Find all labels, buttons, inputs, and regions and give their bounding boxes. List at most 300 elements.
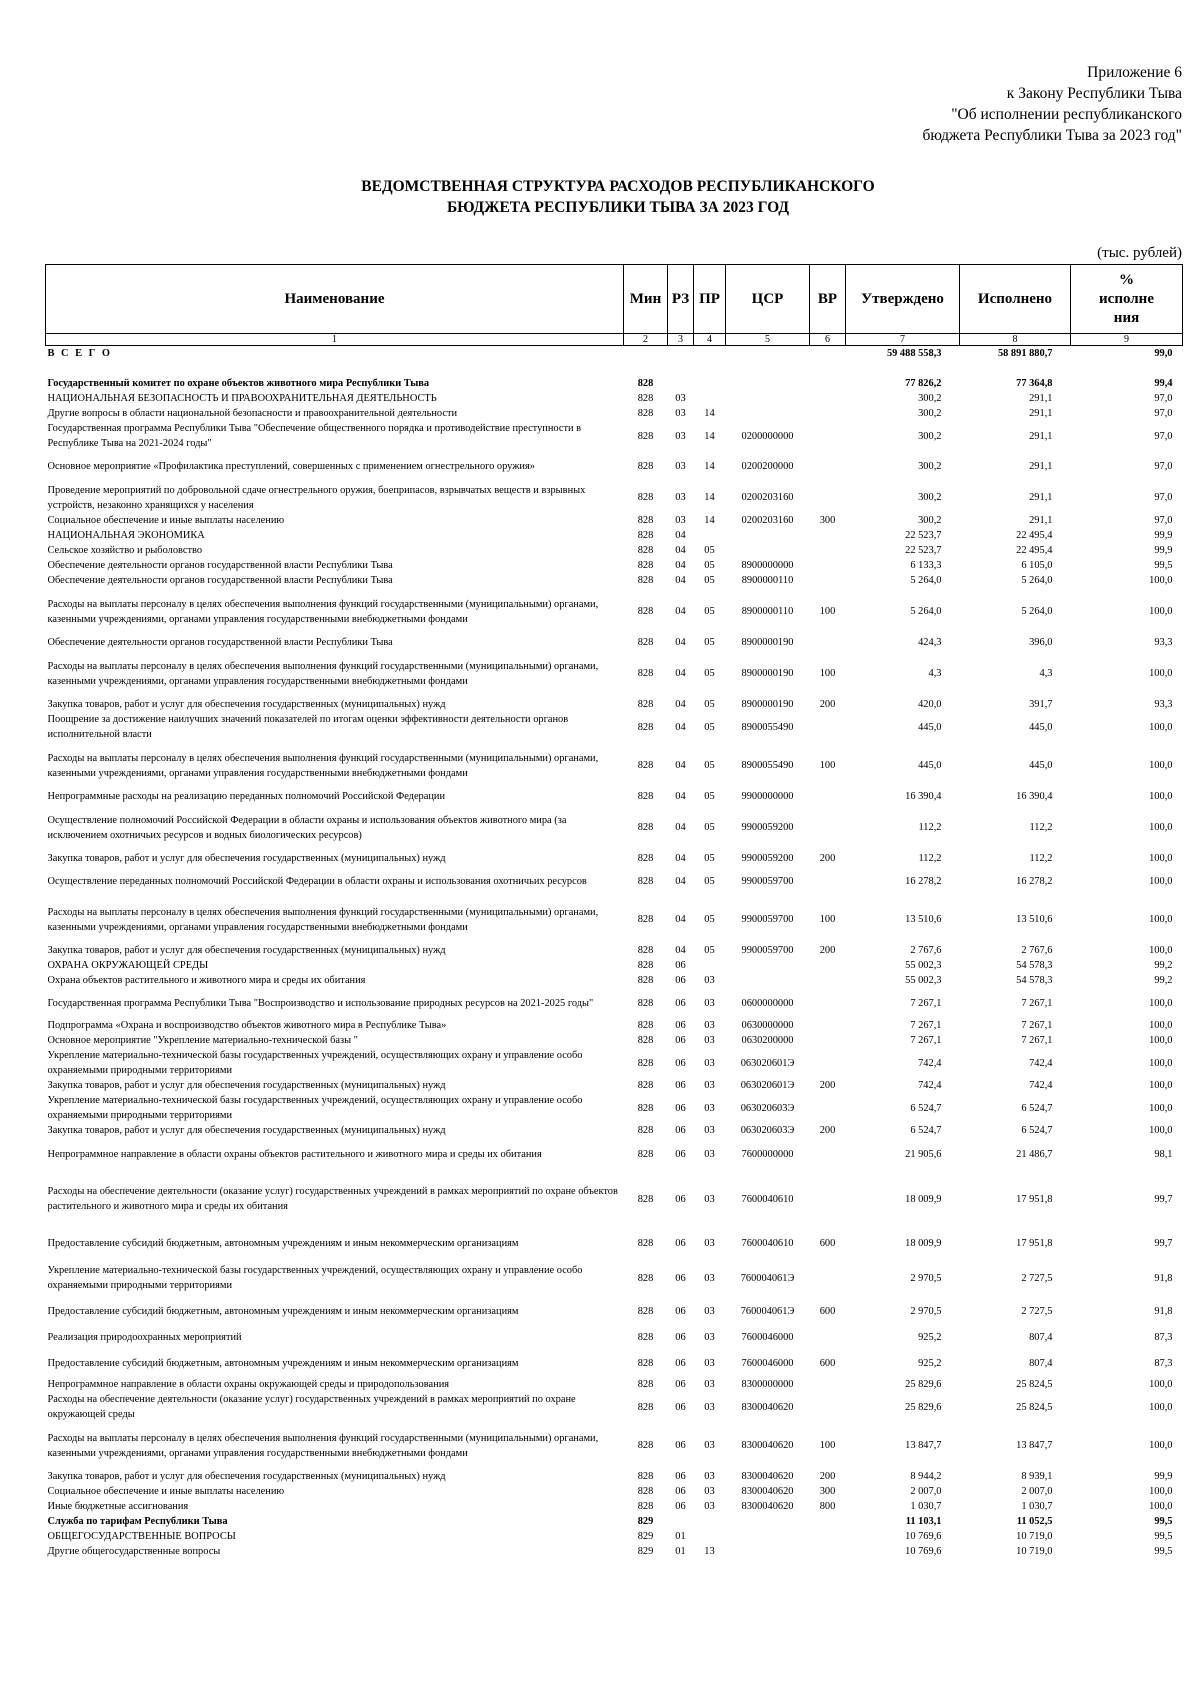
cell-name: Поощрение за достижение наилучших значений показателей по итогам оценки эффективности деятельности органов исполнительной власти bbox=[47, 714, 569, 740]
cell-min: 828 bbox=[637, 637, 654, 648]
cell-min: 828 bbox=[637, 1501, 654, 1512]
cell-percent: 100,0 bbox=[1149, 606, 1173, 617]
cell-approved: 11 103,1 bbox=[905, 1516, 942, 1527]
cell-pr: 03 bbox=[704, 1357, 715, 1369]
cell-approved: 300,2 bbox=[918, 430, 942, 442]
cell-executed: 21 486,7 bbox=[1016, 1148, 1053, 1160]
cell-vr: 100 bbox=[819, 1440, 836, 1451]
cell-rz: 06 bbox=[675, 1272, 686, 1284]
cell-vr bbox=[810, 1514, 846, 1529]
cell-percent: 97,0 bbox=[1154, 492, 1173, 503]
cell-min: 828 bbox=[637, 492, 654, 503]
cell-name: Предоставление субсидий бюджетным, автономным учреждениям и иным некоммерческим организациям bbox=[47, 1237, 519, 1249]
cell-name: Охрана объектов растительного и животного мира и среды их обитания bbox=[47, 975, 366, 986]
cell-pr: 03 bbox=[704, 1331, 715, 1343]
cell-executed: 16 278,2 bbox=[1016, 875, 1053, 887]
cell-csr: 7600046000 bbox=[741, 1331, 794, 1343]
cell-executed: 22 495,4 bbox=[1016, 545, 1053, 556]
expenditure-table bbox=[45, 264, 1183, 1559]
cell-percent: 99,4 bbox=[1154, 377, 1173, 389]
cell-pr: 03 bbox=[704, 1020, 715, 1031]
table-row bbox=[46, 1170, 1183, 1228]
cell-min: 829 bbox=[637, 1516, 654, 1527]
cell-min: 828 bbox=[637, 1401, 654, 1413]
cell-rz: 06 bbox=[675, 1057, 686, 1069]
cell-csr: 063020603Э bbox=[740, 1125, 795, 1136]
cell-pr: 03 bbox=[704, 1057, 715, 1069]
table-row bbox=[46, 1078, 1183, 1093]
cell-percent: 99,5 bbox=[1154, 1531, 1173, 1542]
cell-name: Подпрограмма «Охрана и воспроизводство объектов животного мира в Республике Тыва» bbox=[47, 1020, 447, 1031]
cell-min: 828 bbox=[637, 377, 654, 389]
cell-rz: 06 bbox=[675, 1102, 686, 1114]
cell-min: 828 bbox=[637, 560, 654, 571]
cell-pr: 03 bbox=[704, 1237, 715, 1249]
cell-percent: 100,0 bbox=[1149, 945, 1173, 956]
table-row bbox=[46, 361, 1183, 375]
cell-pr: 03 bbox=[704, 1272, 715, 1284]
cell-csr: 0200000000 bbox=[741, 430, 794, 442]
cell-vr bbox=[810, 1018, 846, 1033]
annex-line-3: "Об исполнении республиканского bbox=[951, 106, 1182, 123]
annex-line-4: бюджета Республики Тыва за 2023 год" bbox=[922, 127, 1182, 144]
cell-approved: 18 009,9 bbox=[905, 1193, 942, 1205]
cell-pr: 03 bbox=[704, 1125, 715, 1136]
cell-vr: 100 bbox=[819, 606, 836, 617]
table-row bbox=[46, 1499, 1183, 1514]
cell-executed: 16 390,4 bbox=[1016, 791, 1053, 802]
cell-rz: 04 bbox=[675, 822, 686, 833]
cell-pr: 05 bbox=[704, 914, 715, 925]
column-index: 7 bbox=[846, 334, 960, 346]
cell-name: Закупка товаров, работ и услуг для обеспечения государственных (муниципальных) нужд bbox=[47, 945, 446, 956]
cell-vr bbox=[810, 1138, 846, 1170]
cell-pr: 03 bbox=[704, 1080, 715, 1091]
cell-rz: 04 bbox=[675, 575, 686, 586]
cell-csr bbox=[726, 375, 810, 391]
annex-header bbox=[922, 62, 1182, 146]
header-approved: Утверждено bbox=[846, 265, 960, 334]
cell-rz: 03 bbox=[675, 492, 686, 503]
cell-vr bbox=[810, 573, 846, 588]
cell-percent: 99,5 bbox=[1154, 1516, 1173, 1527]
cell-name: Иные бюджетные ассигнования bbox=[47, 1501, 189, 1512]
cell-percent: 100,0 bbox=[1149, 1378, 1173, 1390]
cell-name: Расходы на выплаты персоналу в целях обеспечения выполнения функций государственными (муниципальными) органами, казенными учреждениями, органами управления государственными внебюджетными фондами bbox=[47, 660, 599, 687]
cell-executed: 13 510,6 bbox=[1016, 914, 1053, 925]
cell-csr: 760004061Э bbox=[740, 1305, 795, 1317]
cell-name: Укрепление материально-технической базы государственных учреждений, осуществляющих охрану и управление особо охраняемыми природными территориями bbox=[47, 1050, 583, 1076]
cell-approved: 2 970,5 bbox=[910, 1272, 942, 1284]
cell-approved: 300,2 bbox=[918, 515, 942, 526]
cell-vr: 300 bbox=[819, 1486, 836, 1497]
cell-approved: 742,4 bbox=[918, 1080, 942, 1091]
cell-percent: 100,0 bbox=[1149, 1080, 1173, 1091]
cell-executed: 291,1 bbox=[1029, 393, 1053, 404]
cell-executed bbox=[960, 361, 1071, 375]
cell-pr: 03 bbox=[704, 1486, 715, 1497]
cell-percent: 97,0 bbox=[1154, 515, 1173, 526]
cell-percent: 100,0 bbox=[1149, 853, 1173, 864]
cell-executed: 742,4 bbox=[1029, 1080, 1053, 1091]
cell-csr: 9900059700 bbox=[741, 875, 794, 887]
cell-executed: 58 891 880,7 bbox=[997, 348, 1053, 359]
column-index: 8 bbox=[960, 334, 1071, 346]
cell-rz: 06 bbox=[675, 1440, 686, 1451]
cell-rz bbox=[668, 346, 694, 362]
table-row bbox=[46, 528, 1183, 543]
cell-pr: 03 bbox=[704, 1378, 715, 1390]
cell-min: 828 bbox=[637, 1331, 654, 1343]
cell-approved: 6 524,7 bbox=[910, 1102, 942, 1114]
cell-rz: 06 bbox=[675, 1305, 686, 1317]
header-percent bbox=[1071, 265, 1183, 334]
cell-csr bbox=[726, 406, 810, 421]
cell-min: 828 bbox=[637, 914, 654, 925]
cell-csr bbox=[726, 528, 810, 543]
cell-min: 828 bbox=[637, 960, 654, 971]
column-index: 5 bbox=[726, 334, 810, 346]
table-row bbox=[46, 421, 1183, 451]
cell-vr bbox=[810, 973, 846, 988]
header-rz: РЗ bbox=[668, 265, 694, 334]
cell-min: 828 bbox=[637, 668, 654, 679]
cell-vr: 600 bbox=[819, 1237, 836, 1249]
cell-rz: 03 bbox=[675, 393, 686, 404]
cell-pr: 13 bbox=[704, 1546, 715, 1557]
cell-percent: 100,0 bbox=[1149, 791, 1173, 802]
cell-pr bbox=[694, 361, 726, 375]
cell-min: 828 bbox=[637, 975, 654, 986]
cell-pr: 03 bbox=[704, 1148, 715, 1160]
table-row bbox=[46, 1093, 1183, 1123]
cell-pr: 05 bbox=[704, 699, 715, 710]
table-row bbox=[46, 482, 1183, 513]
table-row bbox=[46, 513, 1183, 528]
cell-min: 828 bbox=[637, 408, 654, 419]
cell-csr: 8900000190 bbox=[741, 668, 794, 679]
cell-pr: 14 bbox=[704, 408, 715, 419]
cell-approved: 55 002,3 bbox=[905, 960, 942, 971]
header-row bbox=[46, 265, 1183, 334]
table-row bbox=[46, 896, 1183, 943]
cell-csr: 0630000000 bbox=[741, 1020, 794, 1031]
cell-name: Расходы на выплаты персоналу в целях обеспечения выполнения функций государственными (муниципальными) органами, казенными учреждениями, органами управления государственными внебюджетными фондами bbox=[47, 906, 599, 933]
cell-min: 828 bbox=[637, 1357, 654, 1369]
column-index-row bbox=[46, 334, 1183, 346]
cell-rz: 06 bbox=[675, 1378, 686, 1390]
cell-percent: 100,0 bbox=[1149, 668, 1173, 679]
cell-min: 829 bbox=[637, 1531, 654, 1542]
column-index: 4 bbox=[694, 334, 726, 346]
cell-name: Непрограммные расходы на реализацию переданных полномочий Российской Федерации bbox=[47, 791, 446, 802]
table-row bbox=[46, 1228, 1183, 1258]
cell-name: Социальное обеспечение и иные выплаты населению bbox=[47, 1486, 285, 1497]
cell-executed: 291,1 bbox=[1029, 461, 1053, 472]
cell-name: Укрепление материально-технической базы государственных учреждений, осуществляющих охрану и управление особо охраняемыми природными территориями bbox=[47, 1265, 583, 1291]
table-row bbox=[46, 635, 1183, 650]
header-vr: ВР bbox=[810, 265, 846, 334]
cell-rz bbox=[668, 375, 694, 391]
cell-vr: 200 bbox=[819, 945, 836, 956]
cell-min: 828 bbox=[637, 945, 654, 956]
cell-approved bbox=[846, 361, 960, 375]
cell-percent: 100,0 bbox=[1149, 1125, 1173, 1136]
cell-percent: 100,0 bbox=[1149, 997, 1173, 1009]
table-row bbox=[46, 988, 1183, 1018]
cell-executed: 25 824,5 bbox=[1016, 1401, 1053, 1413]
table-row bbox=[46, 1514, 1183, 1529]
table-row bbox=[46, 973, 1183, 988]
cell-approved: 4,3 bbox=[928, 668, 942, 679]
cell-approved: 925,2 bbox=[918, 1357, 942, 1369]
cell-min bbox=[624, 346, 668, 362]
cell-min: 828 bbox=[637, 545, 654, 556]
cell-approved: 925,2 bbox=[918, 1331, 942, 1343]
cell-csr: 760004061Э bbox=[740, 1272, 795, 1284]
cell-vr: 100 bbox=[819, 914, 836, 925]
cell-name: Социальное обеспечение и иные выплаты населению bbox=[47, 515, 285, 526]
cell-name: НАЦИОНАЛЬНАЯ ЭКОНОМИКА bbox=[47, 530, 205, 541]
cell-vr bbox=[810, 789, 846, 804]
cell-csr: 8300040620 bbox=[741, 1440, 794, 1451]
cell-rz: 06 bbox=[675, 1035, 686, 1046]
cell-approved: 10 769,6 bbox=[905, 1546, 942, 1557]
cell-executed: 13 847,7 bbox=[1016, 1440, 1053, 1451]
cell-vr bbox=[810, 1544, 846, 1559]
table-row bbox=[46, 1469, 1183, 1484]
cell-min: 828 bbox=[637, 1237, 654, 1249]
cell-executed: 2 727,5 bbox=[1021, 1305, 1053, 1317]
cell-approved: 6 524,7 bbox=[910, 1125, 942, 1136]
cell-name: Предоставление субсидий бюджетным, автономным учреждениям и иным некоммерческим организациям bbox=[47, 1357, 519, 1369]
cell-percent bbox=[1071, 361, 1183, 375]
cell-pr bbox=[694, 391, 726, 406]
table-row bbox=[46, 742, 1183, 789]
cell-pr: 05 bbox=[704, 545, 715, 556]
cell-executed: 10 719,0 bbox=[1016, 1531, 1053, 1542]
cell-approved: 13 510,6 bbox=[905, 914, 942, 925]
table-row bbox=[46, 588, 1183, 635]
header-name: Наименование bbox=[46, 265, 624, 334]
cell-pr: 05 bbox=[704, 637, 715, 648]
cell-percent: 97,0 bbox=[1154, 408, 1173, 419]
cell-rz: 06 bbox=[675, 1501, 686, 1512]
cell-min: 828 bbox=[637, 1440, 654, 1451]
cell-csr: 063020601Э bbox=[740, 1057, 795, 1069]
cell-vr bbox=[810, 804, 846, 851]
cell-csr: 7600040610 bbox=[741, 1237, 794, 1249]
cell-csr: 7600046000 bbox=[741, 1357, 794, 1369]
cell-rz: 04 bbox=[675, 545, 686, 556]
cell-approved: 300,2 bbox=[918, 408, 942, 419]
header-executed: Исполнено bbox=[960, 265, 1071, 334]
cell-pr: 05 bbox=[704, 760, 715, 771]
cell-approved: 6 133,3 bbox=[910, 560, 942, 571]
table-row bbox=[46, 958, 1183, 973]
table-row bbox=[46, 573, 1183, 588]
cell-approved: 300,2 bbox=[918, 492, 942, 503]
cell-vr bbox=[810, 958, 846, 973]
cell-rz: 03 bbox=[675, 461, 686, 472]
cell-name: Расходы на выплаты персоналу в целях обеспечения выполнения функций государственными (муниципальными) органами, казенными учреждениями, органами управления государственными внебюджетными фондами bbox=[47, 1432, 599, 1459]
cell-name: В С Е Г О bbox=[47, 348, 112, 359]
cell-csr: 8300040620 bbox=[741, 1486, 794, 1497]
cell-executed: 807,4 bbox=[1029, 1357, 1053, 1369]
cell-vr bbox=[810, 1093, 846, 1123]
cell-rz: 06 bbox=[675, 1125, 686, 1136]
cell-csr: 7600040610 bbox=[741, 1193, 794, 1205]
cell-percent: 97,0 bbox=[1154, 393, 1173, 404]
cell-pr: 03 bbox=[704, 997, 715, 1009]
column-index: 9 bbox=[1071, 334, 1183, 346]
cell-percent: 100,0 bbox=[1149, 1486, 1173, 1497]
cell-rz: 06 bbox=[675, 1486, 686, 1497]
cell-rz: 06 bbox=[675, 1237, 686, 1249]
cell-percent: 100,0 bbox=[1149, 875, 1173, 887]
table-row bbox=[46, 558, 1183, 573]
cell-approved: 112,2 bbox=[918, 822, 942, 833]
cell-approved: 18 009,9 bbox=[905, 1237, 942, 1249]
cell-executed: 77 364,8 bbox=[1016, 377, 1053, 389]
cell-rz: 06 bbox=[675, 960, 686, 971]
cell-rz: 03 bbox=[675, 515, 686, 526]
cell-executed: 10 719,0 bbox=[1016, 1546, 1053, 1557]
cell-executed: 1 030,7 bbox=[1021, 1501, 1053, 1512]
cell-min: 828 bbox=[637, 575, 654, 586]
cell-executed: 445,0 bbox=[1029, 721, 1053, 733]
cell-executed: 6 524,7 bbox=[1021, 1125, 1053, 1136]
cell-min: 828 bbox=[637, 515, 654, 526]
cell-pr: 05 bbox=[704, 575, 715, 586]
cell-csr bbox=[726, 1544, 810, 1559]
cell-percent: 99,5 bbox=[1154, 560, 1173, 571]
cell-pr: 05 bbox=[704, 875, 715, 887]
cell-csr: 9900059200 bbox=[741, 822, 794, 833]
cell-csr bbox=[726, 1529, 810, 1544]
cell-percent: 99,9 bbox=[1154, 530, 1173, 541]
cell-csr: 8300040620 bbox=[741, 1501, 794, 1512]
cell-vr bbox=[810, 1376, 846, 1392]
cell-vr bbox=[810, 1048, 846, 1078]
cell-min: 828 bbox=[637, 721, 654, 733]
cell-rz: 04 bbox=[675, 875, 686, 887]
cell-percent: 93,3 bbox=[1154, 637, 1173, 648]
cell-percent: 99,7 bbox=[1154, 1237, 1173, 1249]
cell-percent: 100,0 bbox=[1149, 1440, 1173, 1451]
cell-percent: 99,9 bbox=[1154, 545, 1173, 556]
table-row bbox=[46, 1422, 1183, 1469]
cell-min: 828 bbox=[637, 699, 654, 710]
cell-pr: 03 bbox=[704, 1035, 715, 1046]
cell-vr bbox=[810, 1170, 846, 1228]
cell-executed: 742,4 bbox=[1029, 1057, 1053, 1069]
document-title-line-1: ВЕДОМСТВЕННАЯ СТРУКТУРА РАСХОДОВ РЕСПУБЛИКАНСКОГО bbox=[361, 178, 875, 195]
table-row bbox=[46, 1123, 1183, 1138]
cell-min bbox=[624, 361, 668, 375]
cell-name: Обеспечение деятельности органов государственной власти Республики Тыва bbox=[47, 637, 393, 648]
table-row bbox=[46, 1033, 1183, 1048]
cell-min: 828 bbox=[637, 1378, 654, 1390]
cell-vr: 800 bbox=[819, 1501, 836, 1512]
cell-min: 828 bbox=[637, 1125, 654, 1136]
cell-min: 828 bbox=[637, 791, 654, 802]
table-row bbox=[46, 1376, 1183, 1392]
cell-executed: 391,7 bbox=[1029, 699, 1053, 710]
cell-pr: 05 bbox=[704, 560, 715, 571]
cell-vr: 200 bbox=[819, 1125, 836, 1136]
cell-min: 828 bbox=[637, 1035, 654, 1046]
cell-rz bbox=[668, 1514, 694, 1529]
cell-percent: 99,9 bbox=[1154, 1471, 1173, 1482]
cell-pr: 03 bbox=[704, 1102, 715, 1114]
column-index: 6 bbox=[810, 334, 846, 346]
cell-vr bbox=[810, 482, 846, 513]
cell-approved: 742,4 bbox=[918, 1057, 942, 1069]
cell-min: 828 bbox=[637, 1193, 654, 1205]
annex-line-1: Приложение 6 bbox=[1087, 64, 1182, 81]
cell-vr bbox=[810, 346, 846, 362]
cell-rz: 04 bbox=[675, 668, 686, 679]
cell-csr: 063020601Э bbox=[740, 1080, 795, 1091]
cell-rz: 04 bbox=[675, 853, 686, 864]
cell-executed: 54 578,3 bbox=[1016, 960, 1053, 971]
cell-executed: 54 578,3 bbox=[1016, 975, 1053, 986]
cell-vr bbox=[810, 1033, 846, 1048]
cell-executed: 291,1 bbox=[1029, 430, 1053, 442]
header-percent-l2: исполне bbox=[1099, 290, 1154, 307]
cell-csr: 0200203160 bbox=[741, 492, 794, 503]
cell-name: Закупка товаров, работ и услуг для обеспечения государственных (муниципальных) нужд bbox=[47, 1471, 446, 1482]
cell-pr: 03 bbox=[704, 1471, 715, 1482]
cell-pr bbox=[694, 346, 726, 362]
cell-approved: 1 030,7 bbox=[910, 1501, 942, 1512]
cell-vr bbox=[810, 988, 846, 1018]
cell-csr bbox=[726, 391, 810, 406]
cell-csr bbox=[726, 543, 810, 558]
cell-min: 828 bbox=[637, 1486, 654, 1497]
cell-pr: 03 bbox=[704, 975, 715, 986]
cell-executed: 396,0 bbox=[1029, 637, 1053, 648]
cell-min: 829 bbox=[637, 1546, 654, 1557]
cell-csr: 8300040620 bbox=[741, 1401, 794, 1413]
cell-csr: 0630200000 bbox=[741, 1035, 794, 1046]
cell-csr: 0200200000 bbox=[741, 461, 794, 472]
cell-approved: 300,2 bbox=[918, 461, 942, 472]
cell-vr bbox=[810, 1392, 846, 1422]
cell-name: Закупка товаров, работ и услуг для обеспечения государственных (муниципальных) нужд bbox=[47, 1125, 446, 1136]
cell-percent: 100,0 bbox=[1149, 721, 1173, 733]
cell-percent: 87,3 bbox=[1154, 1357, 1173, 1369]
cell-percent: 100,0 bbox=[1149, 1501, 1173, 1512]
table-body bbox=[46, 346, 1183, 1560]
cell-vr bbox=[810, 1324, 846, 1350]
cell-csr: 063020603Э bbox=[740, 1102, 795, 1114]
cell-rz bbox=[668, 361, 694, 375]
cell-vr: 200 bbox=[819, 1471, 836, 1482]
cell-rz: 06 bbox=[675, 997, 686, 1009]
cell-csr: 0200203160 bbox=[741, 515, 794, 526]
cell-approved: 8 944,2 bbox=[910, 1471, 942, 1482]
table-row bbox=[46, 866, 1183, 896]
cell-percent: 100,0 bbox=[1149, 822, 1173, 833]
cell-pr: 14 bbox=[704, 461, 715, 472]
cell-executed: 2 767,6 bbox=[1021, 945, 1053, 956]
cell-approved: 16 390,4 bbox=[905, 791, 942, 802]
cell-pr: 03 bbox=[704, 1401, 715, 1413]
cell-approved: 420,0 bbox=[918, 699, 942, 710]
cell-executed: 7 267,1 bbox=[1021, 997, 1053, 1009]
